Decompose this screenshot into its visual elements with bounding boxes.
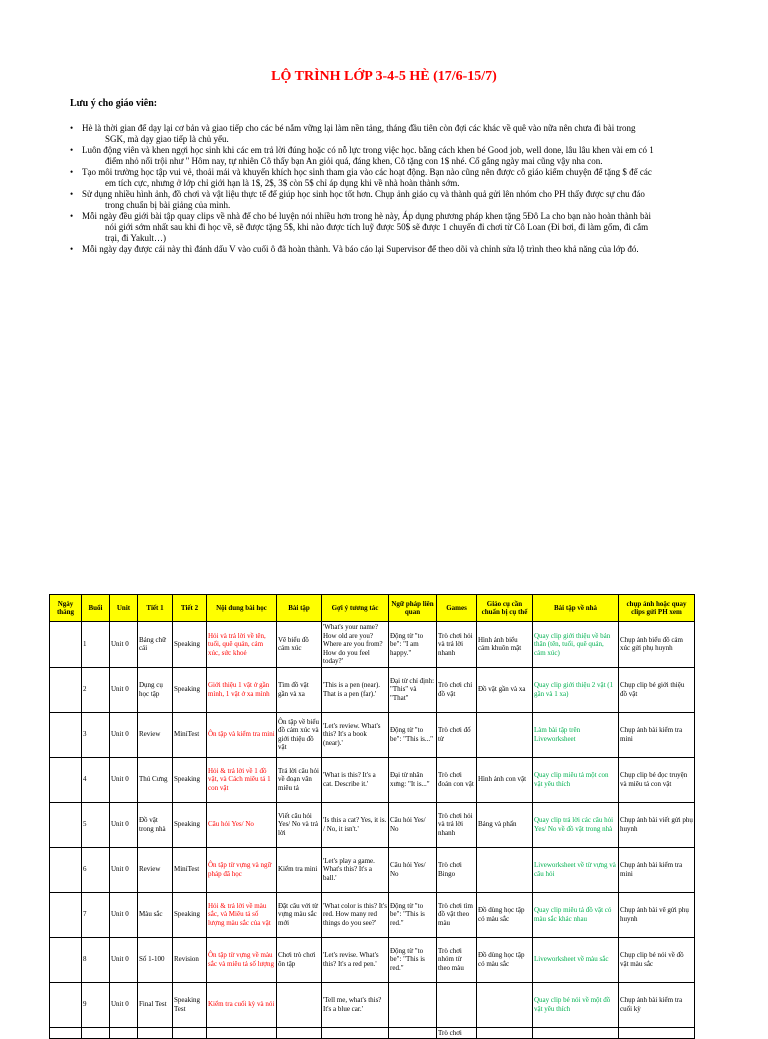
notes-heading: Lưu ý cho giáo viên: — [70, 98, 158, 109]
table-cell: Hình ảnh con vật — [477, 757, 533, 802]
table-cell: Quay clip miêu tả một con vật yêu thích — [533, 757, 619, 802]
column-header: Nội dung bài học — [207, 595, 277, 622]
column-header: Gợi ý tương tác — [322, 595, 389, 622]
table-cell: Trò chơi tìm đồ vật theo màu — [437, 892, 477, 937]
table-cell: Liveworksheet về từ vựng và câu hỏi — [533, 847, 619, 892]
table-cell: Ôn tập và kiểm tra mini — [207, 712, 277, 757]
table-cell: Chụp ảnh bài viết gửi phụ huynh — [619, 802, 695, 847]
table-cell: Bảng và phấn — [477, 802, 533, 847]
table-cell — [50, 667, 82, 712]
note-item — [70, 244, 702, 255]
table-cell: Kiểm tra cuối kỳ và nói — [207, 982, 277, 1027]
table-cell: 'Tell me, what's this? It's a blue car.' — [322, 982, 389, 1027]
table-cell — [50, 892, 82, 937]
table-cell: Kiểm tra mini — [277, 847, 322, 892]
table-cell: Liveworksheet về màu sắc — [533, 937, 619, 982]
table-cell: Đồ dùng học tập có màu sắc — [477, 892, 533, 937]
table-cell: Chụp clip bé nói về đồ vật màu sắc — [619, 937, 695, 982]
table-cell: Final Test — [138, 982, 173, 1027]
table-cell — [82, 1027, 110, 1039]
table-cell: 'This is a pen (near). That is a pen (far).' — [322, 667, 389, 712]
table-cell: Trò chơi hỏi và trả lời nhanh — [437, 802, 477, 847]
table-cell — [110, 1027, 138, 1039]
note-item — [70, 145, 702, 167]
table-cell: Quay clip bé nói về một đồ vật yêu thích — [533, 982, 619, 1027]
table-row — [50, 892, 695, 937]
note-text: • Sử dụng nhiều hình ảnh, đồ chơi và vật liệu thực tế để giúp học sinh học tốt hơn. Chụp ảnh giáo cụ và thành quả gửi lên nhóm cho PH thấy được sự chu đáo — [82, 189, 645, 199]
table-row — [50, 667, 695, 712]
table-cell — [207, 1027, 277, 1039]
table-cell — [389, 982, 437, 1027]
table-cell: Chụp ảnh bài kiểm tra mini — [619, 847, 695, 892]
table-cell — [50, 847, 82, 892]
table-row — [50, 757, 695, 802]
table-cell: Chụp ảnh biểu đồ cảm xúc gửi phụ huynh — [619, 622, 695, 668]
table-cell: Chụp ảnh bài kiểm tra mini — [619, 712, 695, 757]
table-cell: Unit 0 — [110, 847, 138, 892]
table-cell: Speaking — [173, 667, 207, 712]
table-cell — [477, 1027, 533, 1039]
table-cell: Speaking — [173, 622, 207, 668]
table-cell: Unit 0 — [110, 712, 138, 757]
table-cell: 'Let's play a game. What's this? It's a ball.' — [322, 847, 389, 892]
table-cell: Trò chơi hỏi và trả lời nhanh — [437, 622, 477, 668]
table-row — [50, 847, 695, 892]
table-row — [50, 937, 695, 982]
table-cell: 'What is this? It's a cat. Describe it.' — [322, 757, 389, 802]
table-cell: Đại từ nhân xưng: "It is..." — [389, 757, 437, 802]
note-text: • Tạo môi trường học tập vui vẻ, thoải mái và khuyến khích học sinh tham gia vào các hoạt động. Bạn nào cũng nên được cô giáo kiểm chuyện để tặng $ để các — [82, 167, 652, 177]
table-cell: Giới thiệu 1 vật ở gần mình, 1 vật ở xa mình — [207, 667, 277, 712]
table-cell: 6 — [82, 847, 110, 892]
note-item — [70, 123, 702, 145]
table-cell: Speaking — [173, 757, 207, 802]
table-cell: Speaking — [173, 892, 207, 937]
table-cell: 5 — [82, 802, 110, 847]
table-cell: Ôn tập về biểu đồ cảm xúc và giới thiệu đồ vật — [277, 712, 322, 757]
table-cell: Màu sắc — [138, 892, 173, 937]
column-header: Bài tập — [277, 595, 322, 622]
table-cell: Động từ "to be": "I am happy." — [389, 622, 437, 668]
table-cell: Speaking Test — [173, 982, 207, 1027]
table-cell: Trò chơi chỉ đồ vật — [437, 667, 477, 712]
column-header: Giáo cụ cần chuẩn bị cụ thể — [477, 595, 533, 622]
note-item — [70, 211, 702, 244]
table-cell — [50, 757, 82, 802]
table-cell: MiniTest — [173, 847, 207, 892]
column-header: Games — [437, 595, 477, 622]
table-cell: Dụng cụ học tập — [138, 667, 173, 712]
table-cell: Quay clip trả lời các câu hỏi Yes/ No về đồ vật trong nhà — [533, 802, 619, 847]
table-cell — [322, 1027, 389, 1039]
note-text-continued: trong chuẩn bị bài giảng của mình. — [105, 200, 231, 210]
note-text-continued: SGK, mà dạy giao tiếp là chủ yếu. — [105, 134, 229, 144]
table-cell: Thú Cưng — [138, 757, 173, 802]
table-cell: Quay clip giới thiệu 2 vật (1 gần và 1 xa) — [533, 667, 619, 712]
table-cell: 'What color is this? It's red. How many red things do you see?' — [322, 892, 389, 937]
table-cell: Ôn tập từ vựng và ngữ pháp đã học — [207, 847, 277, 892]
table-cell: Chơi trò chơi ôn tập — [277, 937, 322, 982]
note-text: • Mỗi ngày đều giới bài tập quay clips về nhà để cho bé luyện nói nhiều hơn trong hè này, Áp dụng phương pháp khen tặng 5Đô La cho bạn nào hoàn thành bài — [82, 211, 651, 221]
table-cell: Động từ "to be": "This is red." — [389, 937, 437, 982]
table-cell: Bảng chữ cái — [138, 622, 173, 668]
table-cell: Unit 0 — [110, 622, 138, 668]
table-cell: Unit 0 — [110, 937, 138, 982]
teacher-notes-list — [70, 123, 702, 255]
table-cell: Hỏi & trả lời về màu sắc, và Miêu tả số lượng màu sắc của vật — [207, 892, 277, 937]
table-row — [50, 982, 695, 1027]
table-cell: Chụp clip bé giới thiệu đồ vật — [619, 667, 695, 712]
table-cell — [389, 1027, 437, 1039]
table-cell — [50, 712, 82, 757]
table-cell — [437, 982, 477, 1027]
table-cell: Unit 0 — [110, 982, 138, 1027]
table-cell: 7 — [82, 892, 110, 937]
note-text-continued: nói giới sớm nhất sau khi đi học về, sẽ được tặng 5$, khi nào được tích luỹ được 50$ sẽ được 1 chuyến đi chơi từ Cô Loan (Đi bơi, đi làm gốm, đi cắm — [105, 222, 649, 232]
table-cell: Đặt câu với từ vựng màu sắc mới — [277, 892, 322, 937]
table-cell: Unit 0 — [110, 667, 138, 712]
table-cell — [619, 1027, 695, 1039]
table-cell: 9 — [82, 982, 110, 1027]
table-cell: 'Let's revise. What's this? It's a red pen.' — [322, 937, 389, 982]
table-cell: 8 — [82, 937, 110, 982]
note-text: • Hè là thời gian để dạy lại cơ bản và giao tiếp cho các bé nắm vững lại làm nền tảng, tháng đầu tiên còn đợi các khác về quê vào nữa nên chưa đi bài trong — [82, 123, 636, 133]
note-item — [70, 167, 702, 189]
table-cell: Đồ vật trong nhà — [138, 802, 173, 847]
table-cell: Hình ảnh biểu cảm khuôn mặt — [477, 622, 533, 668]
column-header: chụp ảnh hoặc quay clips gửi PH xem — [619, 595, 695, 622]
table-cell: Đồ dùng học tập có màu sắc — [477, 937, 533, 982]
table-cell: Revision — [173, 937, 207, 982]
column-header: Tiết 2 — [173, 595, 207, 622]
table-cell: Động từ "to be": "This is..." — [389, 712, 437, 757]
page-title: LỘ TRÌNH LỚP 3-4-5 HÈ (17/6-15/7) — [271, 69, 497, 84]
table-cell — [277, 1027, 322, 1039]
table-cell — [50, 937, 82, 982]
table-cell: Quay clip miêu tả đồ vật có màu sắc khác nhau — [533, 892, 619, 937]
table-cell: Câu hỏi Yes/ No — [389, 802, 437, 847]
table-cell — [477, 712, 533, 757]
table-cell: Trò chơi — [437, 1027, 477, 1039]
table-cell: Speaking — [173, 802, 207, 847]
table-cell: Số 1-100 — [138, 937, 173, 982]
column-header: Bài tập về nhà — [533, 595, 619, 622]
note-text: • Luôn động viên và khen ngợi học sinh khi các em trả lời đúng hoặc có nỗ lực trong việc học. bằng cách khen bé Good job, well done, lâu lâu khen vài em có 1 — [82, 145, 654, 155]
schedule-table — [49, 594, 695, 1039]
table-cell: 'Is this a cat? Yes, it is. / No, it isn't.' — [322, 802, 389, 847]
table-cell: Ôn tập từ vựng về màu sắc và miêu tả số lượng — [207, 937, 277, 982]
table-cell: 4 — [82, 757, 110, 802]
table-cell: Review — [138, 847, 173, 892]
table-cell — [477, 847, 533, 892]
table-cell: Câu hỏi Yes/ No — [207, 802, 277, 847]
table-header-row — [50, 595, 695, 622]
table-cell: Review — [138, 712, 173, 757]
table-cell: Làm bài tập trên Liveworksheet — [533, 712, 619, 757]
table-cell: Trò chơi Bingo — [437, 847, 477, 892]
note-text-continued: em tích cực, nhưng ở lớp chỉ giới hạn là 1$, 2$, 3$ còn 5$ chỉ áp dụng khi về nhà hoàn thành sớm. — [105, 178, 460, 188]
table-cell: Hỏi và trả lời về tên, tuổi, quê quán, cảm xúc, sức khoẻ — [207, 622, 277, 668]
table-cell — [173, 1027, 207, 1039]
table-cell: Trò chơi đoán con vật — [437, 757, 477, 802]
table-cell — [50, 802, 82, 847]
table-cell: Chụp clip bé đọc truyện và miêu tả con vật — [619, 757, 695, 802]
table-cell: 1 — [82, 622, 110, 668]
note-text-continued: trại, đi Yakult…) — [105, 233, 167, 243]
table-row — [50, 712, 695, 757]
table-cell: Hỏi & trả lời về 1 đồ vật, và Cách miêu tả 1 con vật — [207, 757, 277, 802]
table-cell: Unit 0 — [110, 892, 138, 937]
note-text: • Mỗi ngày dạy được cái này thì đánh dấu V vào cuối ô đã hoàn thành. Và báo cáo lại Supervisor để theo dõi và chỉnh sửa lộ trình theo khả năng của lớp đó. — [82, 244, 639, 254]
table-row — [50, 802, 695, 847]
table-cell: Chụp ảnh bài kiểm tra cuối kỳ — [619, 982, 695, 1027]
table-cell: Trả lời câu hỏi về đoạn văn miêu tả — [277, 757, 322, 802]
table-cell: Unit 0 — [110, 802, 138, 847]
table-cell: Động từ "to be": "This is red." — [389, 892, 437, 937]
column-header: Ngày tháng — [50, 595, 82, 622]
table-cell: Vẽ biểu đồ cảm xúc — [277, 622, 322, 668]
table-cell — [277, 982, 322, 1027]
column-header: Unit — [110, 595, 138, 622]
table-cell — [138, 1027, 173, 1039]
table-cell: Quay clip giới thiệu về bản thân (tên, tuổi, quê quán, cảm xúc) — [533, 622, 619, 668]
table-cell: Trò chơi nhóm từ theo màu — [437, 937, 477, 982]
table-cell — [50, 622, 82, 668]
table-row — [50, 622, 695, 668]
table-cell: MiniTest — [173, 712, 207, 757]
note-item — [70, 189, 702, 211]
table-cell: 2 — [82, 667, 110, 712]
table-cell: Trò chơi đố từ — [437, 712, 477, 757]
table-cell: Chụp ảnh bài vẽ gửi phụ huynh — [619, 892, 695, 937]
table-cell: 'What's your name? How old are you? Where are you from? How do you feel today?' — [322, 622, 389, 668]
table-row — [50, 1027, 695, 1039]
table-cell: Viết câu hỏi Yes/ No và trả lời — [277, 802, 322, 847]
table-cell: 3 — [82, 712, 110, 757]
table-cell: 'Let's review. What's this? It's a book (near).' — [322, 712, 389, 757]
table-cell — [50, 1027, 82, 1039]
table-cell: Tìm đồ vật gần và xa — [277, 667, 322, 712]
column-header: Buổi — [82, 595, 110, 622]
table-cell: Đại từ chỉ định: "This" và "That" — [389, 667, 437, 712]
table-cell: Câu hỏi Yes/ No — [389, 847, 437, 892]
column-header: Tiết 1 — [138, 595, 173, 622]
table-cell — [533, 1027, 619, 1039]
column-header: Ngữ pháp liên quan — [389, 595, 437, 622]
table-cell: Đồ vật gần và xa — [477, 667, 533, 712]
table-cell: Unit 0 — [110, 757, 138, 802]
table-cell — [477, 982, 533, 1027]
table-cell — [50, 982, 82, 1027]
note-text-continued: điểm nhỏ nổi trội như " Hôm nay, tự nhiên Cô thấy bạn An giỏi quá, đáng khen, Cô tặng con 1$ nhé. Cố gắng ngày mai cũng vậy nha con. — [105, 156, 603, 166]
